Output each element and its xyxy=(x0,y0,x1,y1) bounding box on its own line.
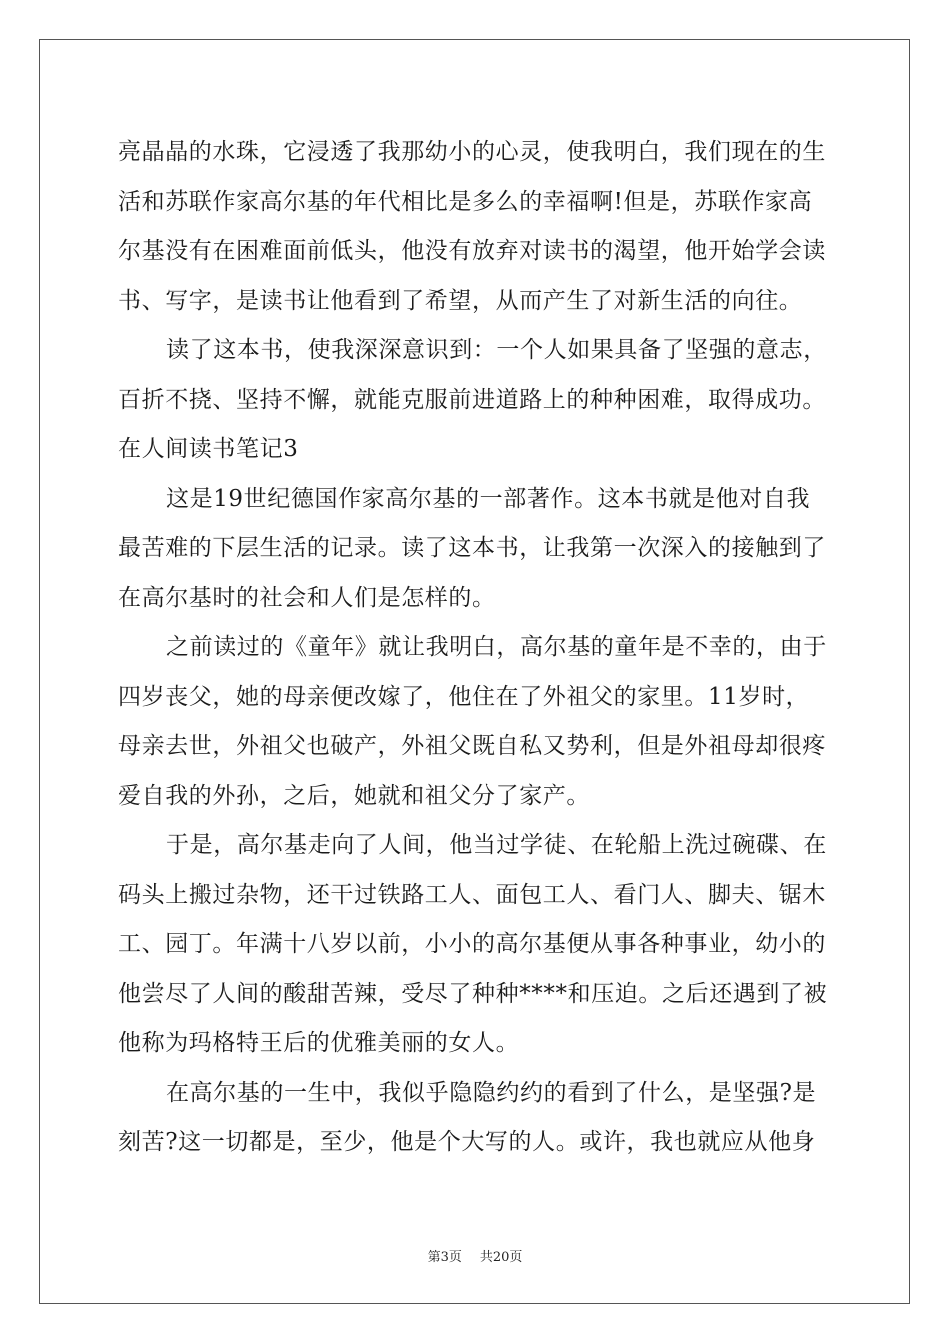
paragraph-start-line: 于是，高尔基走向了人间，他当过学徒、在轮船上洗过碗碟、在 xyxy=(166,832,827,858)
paragraph-start-line: 这是19世纪德国作家高尔基的一部著作。这本书就是他对自我 xyxy=(166,485,811,512)
section-heading: 在人间读书笔记3 xyxy=(118,436,299,462)
document-body xyxy=(118,128,838,1168)
text-line: 母亲去世，外祖父也破产，外祖父既自私又势利，但是外祖母却很疼 xyxy=(118,733,826,759)
text-line: 刻苦?这一切都是，至少，他是个大写的人。或许，我也就应从他身 xyxy=(118,1129,816,1155)
text-line: 工、园丁。年满十八岁以前，小小的高尔基便从事各种事业，幼小的 xyxy=(118,931,826,957)
text-line: 四岁丧父，她的母亲便改嫁了，他住在了外祖父的家里。11岁时， xyxy=(118,683,810,710)
text-line: 书、写字，是读书让他看到了希望，从而产生了对新生活的向往。 xyxy=(118,287,803,314)
text-line: 最苦难的下层生活的记录。读了这本书，让我第一次深入的接触到了 xyxy=(118,535,826,561)
text-line: 尔基没有在困难面前低头，他没有放弃对读书的渴望，他开始学会读 xyxy=(118,238,826,264)
page-total: 共20页 xyxy=(479,1250,523,1265)
page-number: 第3页 xyxy=(427,1250,462,1265)
text-line: 亮晶晶的水珠，它浸透了我那幼小的心灵，使我明白，我们现在的生 xyxy=(118,139,826,165)
text-line: 他尝尽了人间的酸甜苦辣，受尽了种种****和压迫。之后还遇到了被 xyxy=(118,980,828,1007)
text-line: 码头上搬过杂物，还干过铁路工人、面包工人、看门人、脚夫、锯木 xyxy=(118,881,826,908)
text-line: 百折不挠、坚持不懈，就能克服前进道路上的种种困难，取得成功。 xyxy=(118,386,826,413)
paragraph-start-line: 在高尔基的一生中，我似乎隐隐约约的看到了什么，是坚强?是 xyxy=(166,1079,817,1106)
paragraph-start-line: 读了这本书，使我深深意识到：一个人如果具备了坚强的意志， xyxy=(166,337,827,363)
text-line: 活和苏联作家高尔基的年代相比是多么的幸福啊!但是，苏联作家高 xyxy=(118,188,813,215)
text-line: 他称为玛格特王后的优雅美丽的女人。 xyxy=(118,1030,520,1056)
paragraph-start-line: 之前读过的《童年》就让我明白，高尔基的童年是不幸的，由于 xyxy=(166,634,827,660)
text-line: 在高尔基时的社会和人们是怎样的。 xyxy=(118,584,496,611)
page-footer xyxy=(0,1246,950,1265)
text-line: 爱自我的外孙，之后，她就和祖父分了家产。 xyxy=(118,782,590,809)
